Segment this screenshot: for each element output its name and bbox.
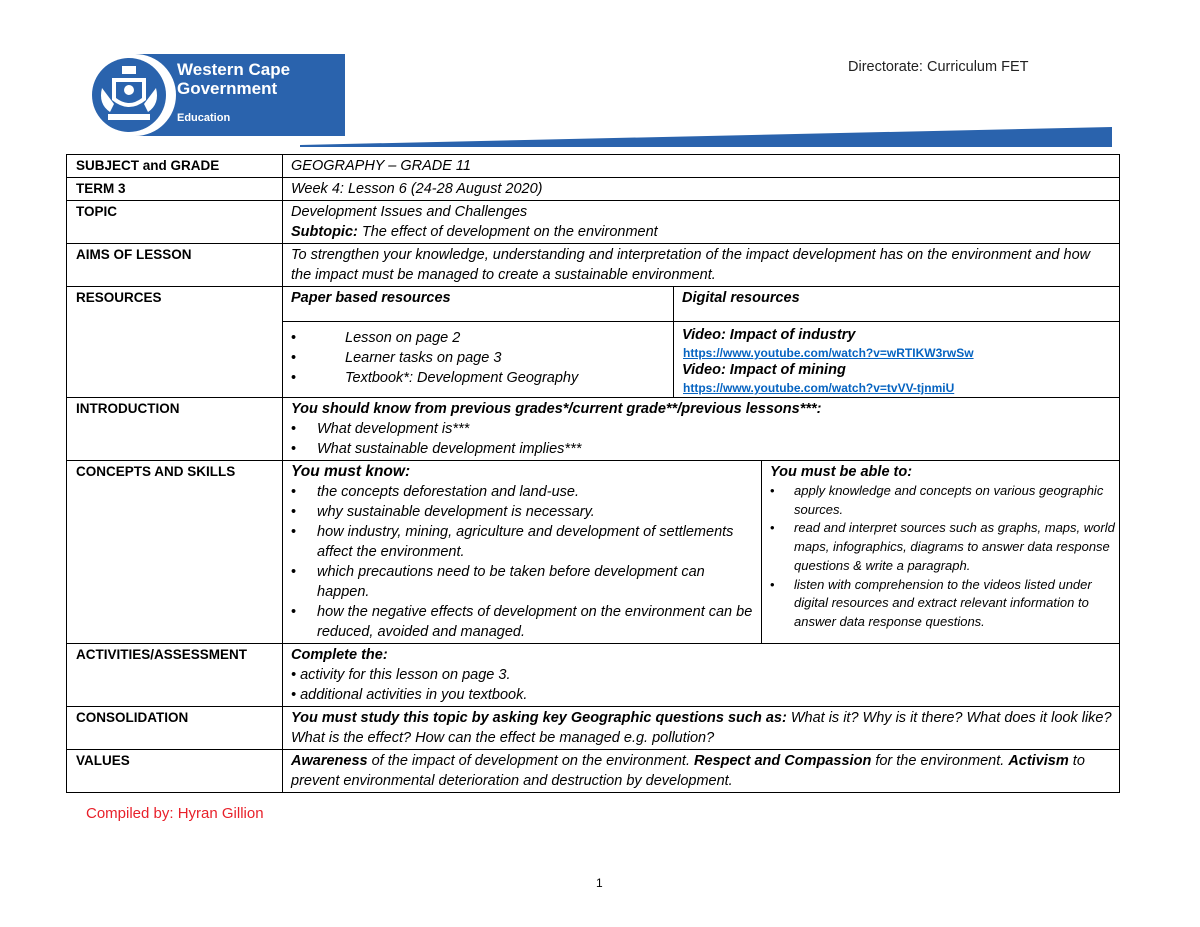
- term-lesson: Lesson 6 (24-28 August 2020): [343, 181, 543, 197]
- know-item: • which precautions need to be taken before development can happen.: [291, 562, 755, 602]
- wcg-logo: [86, 54, 345, 136]
- page-number: 1: [596, 876, 603, 890]
- directorate-label: Directorate: Curriculum FET: [848, 59, 1029, 75]
- term-label: TERM 3: [67, 178, 283, 201]
- lesson-plan-table: [66, 154, 1120, 793]
- know-item: • why sustainable development is necessary.: [291, 502, 755, 522]
- values-value: [283, 750, 1120, 793]
- able-item: • listen with comprehension to the videos listed under digital resources and extract relevant information to answer data response questions.: [770, 576, 1115, 632]
- compiled-by: Compiled by: Hyran Gillion: [86, 805, 264, 822]
- aims-label: AIMS OF LESSON: [67, 244, 283, 287]
- consolidation-value: [283, 707, 1120, 750]
- video1-link[interactable]: https://www.youtube.com/watch?v=wRTIKW3rwSw: [683, 346, 974, 360]
- values-respect: Respect and Compassion: [694, 753, 872, 769]
- introduction-item: • What development is***: [291, 419, 1113, 439]
- consolidation-label: CONSOLIDATION: [67, 707, 283, 750]
- logo-title-line2: Government: [177, 79, 278, 98]
- consolidation-rest: What is it? Why is it there? What does it look like? What is the effect? How can the effect be managed e.g. pollution?: [291, 710, 1112, 746]
- paper-resources-list: [283, 322, 674, 398]
- topic-title: Development Issues and Challenges: [291, 204, 528, 220]
- row-aims: [67, 244, 1120, 287]
- know-item: • how industry, mining, agriculture and development of settlements affect the environment.: [291, 522, 755, 562]
- know-heading: You must know:: [291, 463, 411, 480]
- header-band: [300, 127, 1112, 147]
- values-text: to prevent environmental deterioration and destruction by development.: [291, 753, 1085, 789]
- activities-heading: Complete the:: [291, 647, 388, 663]
- values-text: for the environment.: [871, 753, 1009, 769]
- subject-value: GEOGRAPHY – GRADE 11: [283, 155, 1120, 178]
- row-values: [67, 750, 1120, 793]
- digital-resources-heading: Digital resources: [674, 287, 1120, 322]
- paper-resource-item: • Learner tasks on page 3: [291, 348, 667, 368]
- introduction-heading: You should know from previous grades*/current grade**/previous lessons***:: [291, 401, 822, 417]
- logo-title-line1: Western Cape: [177, 60, 291, 79]
- digital-resources-list: [674, 322, 1120, 398]
- subtopic: [291, 222, 1113, 242]
- paper-resource-item: • Textbook*: Development Geography: [291, 368, 667, 388]
- row-activities: [67, 644, 1120, 707]
- know-column: [283, 461, 762, 644]
- aims-value: To strengthen your knowledge, understanding and interpretation of the impact development has on the environment and how the impact must be managed to create a sustainable environment.: [283, 244, 1120, 287]
- know-item: • how the negative effects of development on the environment can be reduced, avoided and managed.: [291, 602, 755, 642]
- video2-link[interactable]: https://www.youtube.com/watch?v=tvVV-tjnmiU: [683, 381, 955, 395]
- video1-title: Video: Impact of industry: [682, 327, 856, 343]
- values-activism: Activism: [1008, 753, 1069, 769]
- coat-of-arms-icon: [86, 54, 176, 136]
- row-subject: [67, 155, 1120, 178]
- resources-label: RESOURCES: [67, 287, 283, 398]
- activities-item: • activity for this lesson on page 3.: [291, 667, 511, 683]
- values-awareness: Awareness: [291, 753, 368, 769]
- consolidation-bold: You must study this topic by asking key Geographic questions such as:: [291, 710, 787, 726]
- row-resources-head: [67, 287, 1120, 322]
- activities-label: ACTIVITIES/ASSESSMENT: [67, 644, 283, 707]
- subtopic-label: Subtopic:: [291, 224, 358, 240]
- able-column: [762, 461, 1120, 644]
- row-consolidation: [67, 707, 1120, 750]
- able-item: • apply knowledge and concepts on various geographic sources.: [770, 482, 1115, 519]
- paper-resource-item: • Lesson on page 2: [291, 328, 667, 348]
- values-text: of the impact of development on the environment.: [367, 753, 695, 769]
- subtopic-value: The effect of development on the environment: [357, 224, 658, 240]
- row-introduction: [67, 398, 1120, 461]
- term-week: Week 4:: [291, 181, 344, 197]
- subject-label: SUBJECT and GRADE: [67, 155, 283, 178]
- introduction-item: • What sustainable development implies***: [291, 439, 1113, 459]
- activities-item: • additional activities in you textbook.: [291, 687, 528, 703]
- row-topic: [67, 201, 1120, 244]
- introduction-value: [283, 398, 1120, 461]
- row-term: [67, 178, 1120, 201]
- paper-resources-heading: Paper based resources: [283, 287, 674, 322]
- values-label: VALUES: [67, 750, 283, 793]
- activities-value: [283, 644, 1120, 707]
- topic-value: [283, 201, 1120, 244]
- introduction-label: INTRODUCTION: [67, 398, 283, 461]
- concepts-label: CONCEPTS AND SKILLS: [67, 461, 283, 644]
- row-concepts: [67, 461, 1120, 644]
- topic-label: TOPIC: [67, 201, 283, 244]
- able-item: • read and interpret sources such as graphs, maps, world maps, infographics, diagrams to answer data response questions & write a paragraph.: [770, 519, 1115, 575]
- video2-title: Video: Impact of mining: [682, 362, 846, 378]
- able-heading: You must be able to:: [770, 464, 913, 480]
- know-item: • the concepts deforestation and land-use.: [291, 482, 755, 502]
- logo-subtitle: Education: [177, 112, 231, 124]
- term-value: [283, 178, 1120, 201]
